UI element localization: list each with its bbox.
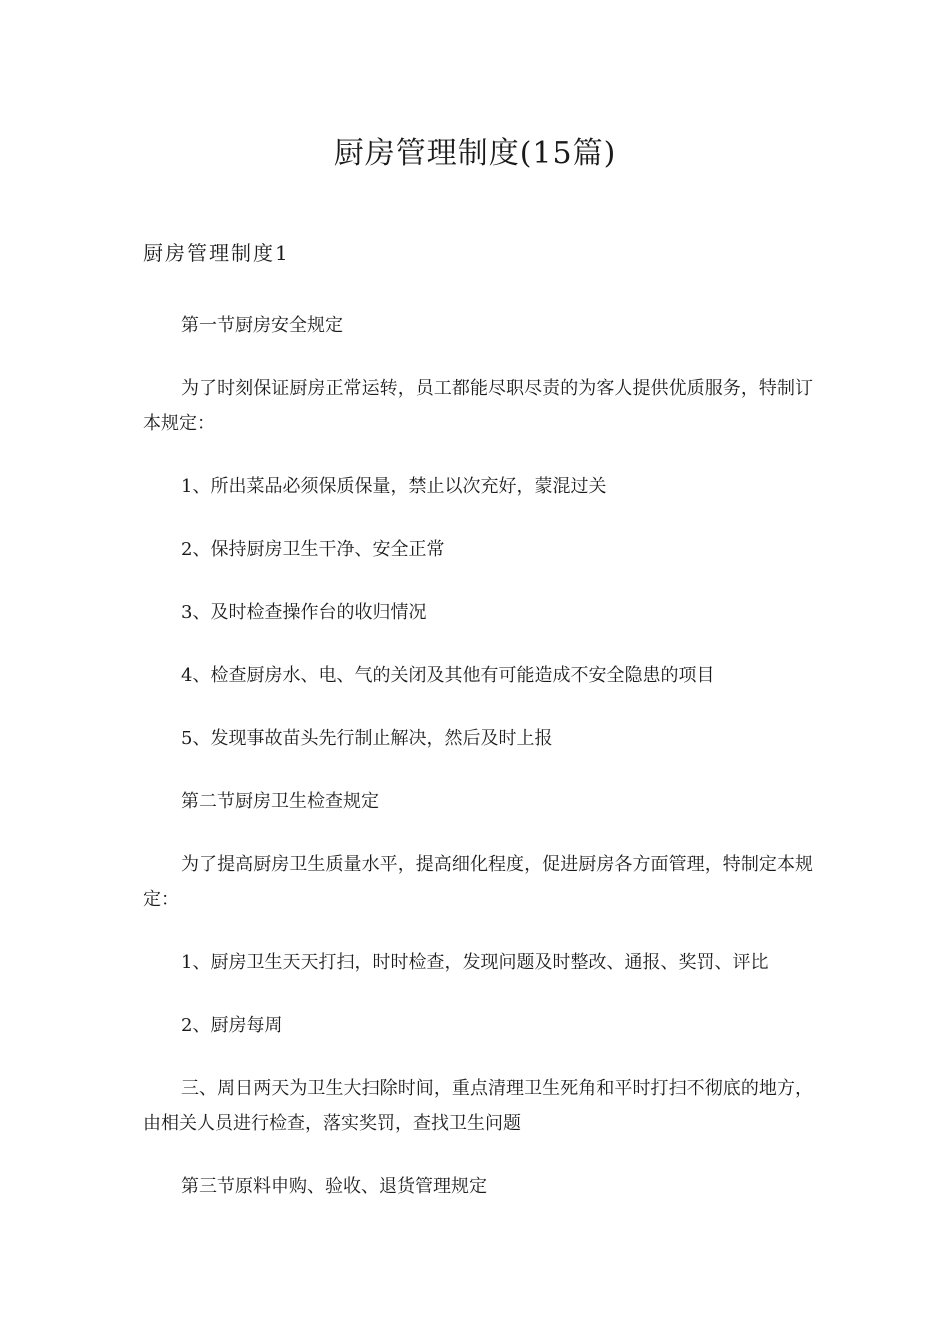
section-heading: 厨房管理制度1 — [143, 241, 290, 265]
list-item: 3、及时检查操作台的收归情况 — [181, 602, 427, 623]
list-item: 1、厨房卫生天天打扫，时时检查，发现问题及时整改、通报、奖罚、评比 — [181, 952, 769, 973]
paragraph: 第二节厨房卫生检查规定 — [181, 791, 379, 812]
list-item: 2、厨房每周 — [181, 1015, 283, 1036]
paragraph: 为了提高厨房卫生质量水平，提高细化程度，促进厨房各方面管理，特制定本规定： — [143, 854, 813, 910]
paragraph: 第三节原料申购、验收、退货管理规定 — [181, 1176, 487, 1197]
document-body — [143, 308, 813, 1232]
list-item: 2、保持厨房卫生干净、安全正常 — [181, 539, 445, 560]
list-item: 1、所出菜品必须保质保量，禁止以次充好，蒙混过关 — [181, 476, 607, 497]
document-title: 厨房管理制度(15篇) — [333, 136, 617, 171]
paragraph: 第一节厨房安全规定 — [181, 315, 343, 336]
list-item: 5、发现事故苗头先行制止解决，然后及时上报 — [181, 728, 553, 749]
paragraph: 为了时刻保证厨房正常运转，员工都能尽职尽责的为客人提供优质服务，特制订本规定： — [143, 378, 813, 434]
paragraph: 三、周日两天为卫生大扫除时间，重点清理卫生死角和平时打扫不彻底的地方，由相关人员进行检查，落实奖罚，查找卫生问题 — [143, 1078, 813, 1134]
list-item: 4、检查厨房水、电、气的关闭及其他有可能造成不安全隐患的项目 — [181, 665, 715, 686]
